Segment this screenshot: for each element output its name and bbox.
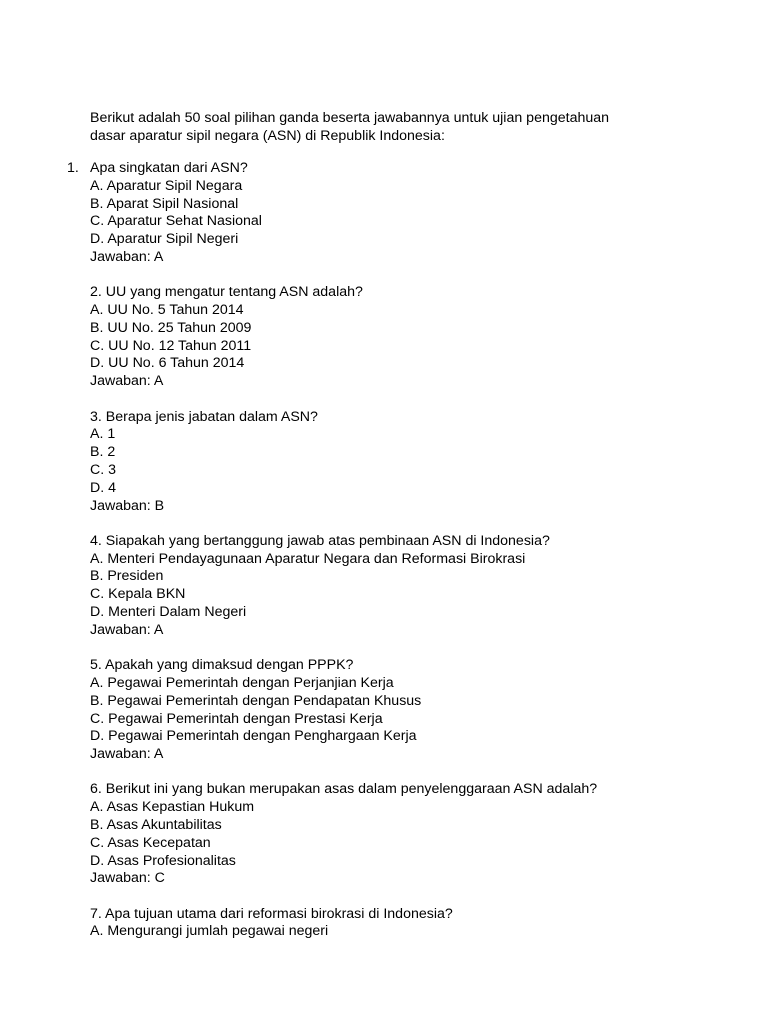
answer-option: A. Pegawai Pemerintah dengan Perjanjian Kerja xyxy=(90,674,394,691)
answer-option: B. Presiden xyxy=(90,568,164,585)
question-block xyxy=(0,906,768,942)
answer-key: Jawaban: A xyxy=(90,746,164,763)
question-block xyxy=(0,657,768,764)
question-text: 7. Apa tujuan utama dari reformasi birokrasi di Indonesia? xyxy=(90,905,453,922)
answer-key: Jawaban: B xyxy=(90,497,165,514)
answer-key: Jawaban: A xyxy=(90,373,164,390)
question-block xyxy=(0,781,768,888)
question-block xyxy=(0,160,768,267)
answer-option: B. Asas Akuntabilitas xyxy=(90,817,222,833)
answer-option: A. UU No. 5 Tahun 2014 xyxy=(90,302,244,319)
question-block xyxy=(0,409,768,516)
question-block xyxy=(0,533,768,640)
answer-option: B. UU No. 25 Tahun 2009 xyxy=(90,319,252,336)
question-text: 6. Berikut ini yang bukan merupakan asas dalam penyelenggaraan ASN adalah? xyxy=(90,781,598,798)
answer-option: D. Pegawai Pemerintah dengan Penghargaan Kerja xyxy=(90,728,417,745)
answer-option: B. 2 xyxy=(90,444,116,461)
intro-paragraph xyxy=(90,110,690,146)
answer-option: A. Asas Kepastian Hukum xyxy=(90,799,255,816)
answer-option: D. Aparatur Sipil Negeri xyxy=(90,231,239,248)
answer-option: A. 1 xyxy=(90,426,116,443)
answer-option: A. Mengurangi jumlah pegawai negeri xyxy=(90,923,329,940)
question-list xyxy=(0,160,768,959)
answer-option: C. 3 xyxy=(90,461,117,478)
question-block xyxy=(0,284,768,391)
question-text: Apa singkatan dari ASN? 1. xyxy=(67,160,248,176)
answer-option: C. UU No. 12 Tahun 2011 xyxy=(90,337,252,354)
answer-key: Jawaban: A xyxy=(90,248,164,265)
question-text: 4. Siapakah yang bertanggung jawab atas pembinaan ASN di Indonesia? xyxy=(90,532,550,549)
answer-option: C. Pegawai Pemerintah dengan Prestasi Kerja xyxy=(90,710,383,727)
list-number: 1. xyxy=(67,160,79,176)
answer-option: D. Menteri Dalam Negeri xyxy=(90,604,247,621)
answer-option: A. Menteri Pendayagunaan Aparatur Negara dan Reformasi Birokrasi xyxy=(90,550,526,567)
intro-line: Berikut adalah 50 soal pilihan ganda beserta jawabannya untuk ujian pengetahuan xyxy=(90,110,610,126)
answer-option: B. Aparat Sipil Nasional xyxy=(90,195,239,212)
answer-key: Jawaban: C xyxy=(90,870,165,887)
question-text: 5. Apakah yang dimaksud dengan PPPK? xyxy=(90,657,354,674)
answer-option: D. UU No. 6 Tahun 2014 xyxy=(90,355,245,372)
question-text: 2. UU yang mengatur tentang ASN adalah? xyxy=(90,284,363,301)
answer-option: A. Aparatur Sipil Negara xyxy=(90,177,243,194)
question-text: 3. Berapa jenis jabatan dalam ASN? xyxy=(90,408,318,425)
intro-line: dasar aparatur sipil negara (ASN) di Republik Indonesia: xyxy=(90,127,445,144)
answer-option: D. 4 xyxy=(90,479,117,496)
answer-key: Jawaban: A xyxy=(90,621,164,638)
answer-option: B. Pegawai Pemerintah dengan Pendapatan Khusus xyxy=(90,692,422,709)
answer-option: C. Asas Kecepatan xyxy=(90,834,211,851)
answer-option: C. Aparatur Sehat Nasional xyxy=(90,213,262,230)
answer-option: D. Asas Profesionalitas xyxy=(90,852,236,869)
answer-option: C. Kepala BKN xyxy=(90,586,186,603)
